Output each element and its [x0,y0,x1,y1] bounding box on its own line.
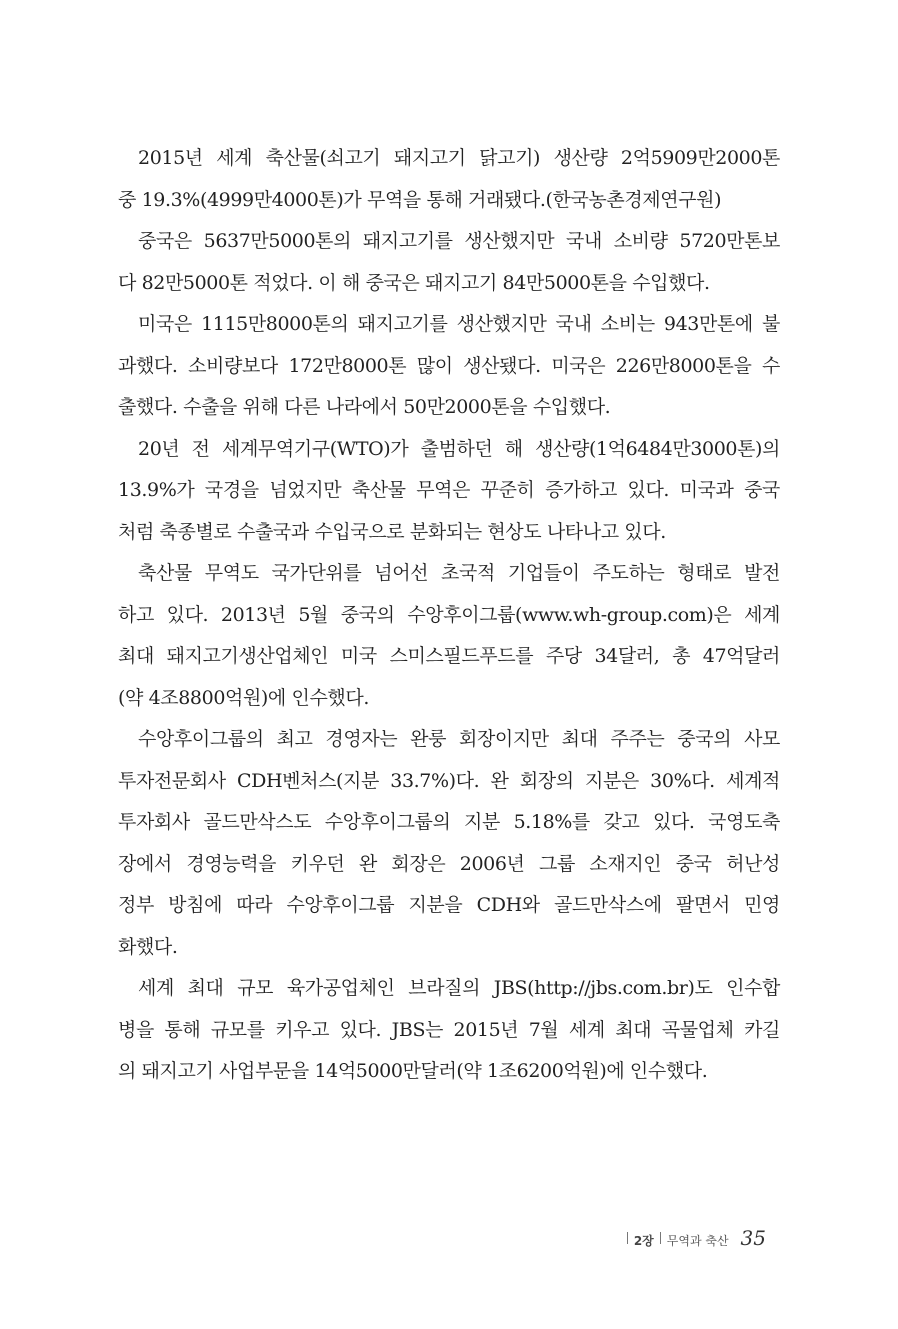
text-line: 투자전문회사 CDH벤처스(지분 33.7%)다. 완 회장의 지분은 30%다. 세계적 [118,769,780,792]
text-line: 병을 통해 규모를 키우고 있다. JBS는 2015년 7월 세계 최대 곡물업체 카길 [118,1018,780,1041]
text-line: (약 4조8800억원)에 인수했다. [118,686,369,709]
text-line: 2015년 세계 축산물(쇠고기 돼지고기 닭고기) 생산량 2억5909만2000톤 [138,147,780,169]
text-line: 의 돼지고기 사업부문을 14억5000만달러(약 1조6200억원)에 인수했다. [118,1060,708,1082]
footer-divider [627,1232,628,1244]
text-line: 정부 방침에 따라 수앙후이그룹 지분을 CDH와 골드만삭스에 팔면서 민영 [118,894,780,916]
text-line: 투자회사 골드만삭스도 수앙후이그룹의 지분 5.18%를 갖고 있다. 국영도축 [118,811,780,833]
paragraph [118,138,780,221]
paragraph [118,968,780,1093]
paragraph [118,719,780,968]
text-line: 중 19.3%(4999만4000톤)가 무역을 통해 거래됐다.(한국농촌경제연구원) [118,188,722,211]
text-line: 세계 최대 규모 육가공업체인 브라질의 JBS(http://jbs.com.br)도 인수합 [138,977,780,999]
footer-divider [660,1232,661,1244]
text-line: 화했다. [118,935,178,958]
running-footer [621,1226,766,1250]
paragraph [118,304,780,429]
text-line: 최대 돼지고기생산업체인 미국 스미스필드푸드를 주당 34달러, 총 47억달러 [118,645,780,667]
text-line: 중국은 5637만5000톤의 돼지고기를 생산했지만 국내 소비량 5720만톤보 [138,230,780,252]
text-line: 출했다. 수출을 위해 다른 나라에서 50만2000톤을 수입했다. [118,396,611,418]
text-line: 과했다. 소비량보다 172만8000톤 많이 생산됐다. 미국은 226만8000톤을 수 [118,354,780,377]
paragraph [118,221,780,304]
footer-chapter: 2장 [633,1234,654,1248]
text-line: 장에서 경영능력을 키우던 완 회장은 2006년 그룹 소재지인 중국 허난성 [118,852,780,875]
text-line: 하고 있다. 2013년 5월 중국의 수앙후이그룹(www.wh-group.com)은 세계 [118,603,780,626]
text-line: 미국은 1115만8000톤의 돼지고기를 생산했지만 국내 소비는 943만톤에 불 [138,313,780,335]
text-line: 처럼 축종별로 수출국과 수입국으로 분화되는 현상도 나타나고 있다. [118,520,666,543]
text-line: 13.9%가 국경을 넘었지만 축산물 무역은 꾸준히 증가하고 있다. 미국과 중국 [118,479,780,501]
text-line: 다 82만5000톤 적었다. 이 해 중국은 돼지고기 84만5000톤을 수입했다. [118,271,710,294]
paragraph [118,429,780,554]
text-line: 축산물 무역도 국가단위를 넘어선 초국적 기업들이 주도하는 형태로 발전 [138,562,780,584]
text-line: 수앙후이그룹의 최고 경영자는 완룽 회장이지만 최대 주주는 중국의 사모 [138,728,780,750]
text-line: 20년 전 세계무역기구(WTO)가 출범하던 해 생산량(1억6484만3000톤)의 [138,437,780,460]
paragraph [118,553,780,719]
page-body [118,138,780,1093]
page-number: 35 [740,1226,766,1250]
footer-section-title: 무역과 축산 [666,1234,729,1248]
